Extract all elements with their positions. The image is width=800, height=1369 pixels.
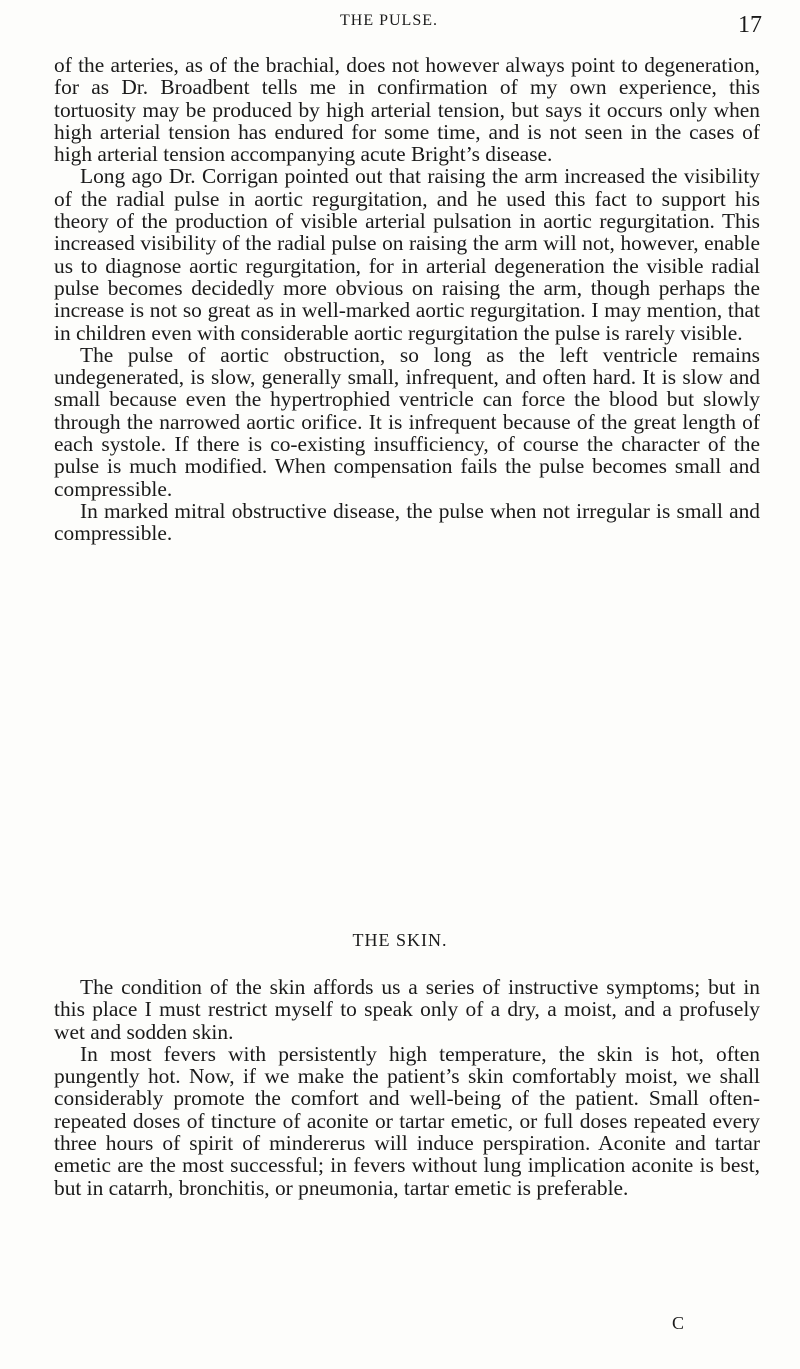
pulse-section-text: [54, 54, 760, 545]
signature-mark: C: [672, 1313, 685, 1333]
page-number: 17: [738, 12, 762, 38]
paragraph: of the arteries, as of the brachial, does not however always point to degeneration, for as Dr. Broadbent tells me in confirmation of my own experience, this tortuosity may be produced by high arterial tension, but says it occurs only when high arterial tension has endured for some time, and is not seen in the cases of high arterial tension accompanying acute Bright’s disease.: [54, 53, 760, 167]
running-title: THE PULSE.: [340, 12, 438, 29]
paragraph: In most fevers with persistently high temperature, the skin is hot, often pungently hot. Now, if we make the patient’s skin comfortably moist, we shall considerably promote the comfort and well-being of the patient. Small often-repeated doses of tincture of aconite or tartar emetic, or full doses repeated every three hours of spirit of mindererus will induce perspiration. Aconite and tartar emetic are the most successful; in fevers without lung implication aconite is best, but in catarrh, bronchitis, or pneumonia, tartar emetic is preferable.: [54, 1041, 760, 1200]
paragraph: The condition of the skin affords us a series of instructive symptoms; but in this place I must restrict myself to speak only of a dry, a moist, and a profusely wet and sodden skin.: [54, 975, 760, 1044]
running-head: [0, 6, 800, 38]
paragraph: In marked mitral obstructive disease, the pulse when not irregular is small and compressible.: [54, 498, 760, 546]
section-heading: THE SKIN.: [352, 930, 448, 950]
paragraph: Long ago Dr. Corrigan pointed out that raising the arm increased the visibility of the radial pulse in aortic regurgitation, and he used this fact to support his theory of the production of visible arterial pulsation in aortic regurgitation. This increased visibility of the radial pulse on raising the arm will not, however, enable us to diagnose aortic regurgitation, for in arterial degeneration the visible radial pulse becomes decidedly more obvious on raising the arm, though perhaps the increase is not so great as in well-marked aortic regurgitation. I may mention, that in children even with considerable aortic regurgitation the pulse is rarely visible.: [54, 164, 760, 345]
skin-section-text: [54, 976, 760, 1199]
paragraph: The pulse of aortic obstruction, so long as the left ventricle remains undegenerated, is slow, generally small, infrequent, and often hard. It is slow and small because even the hypertrophied ventricle can force the blood but slowly through the narrowed aortic orifice. It is infrequent because of the great length of each systole. If there is co-existing insufficiency, of course the character of the pulse is much modified. When compensation fails the pulse becomes small and compressible.: [54, 342, 760, 501]
